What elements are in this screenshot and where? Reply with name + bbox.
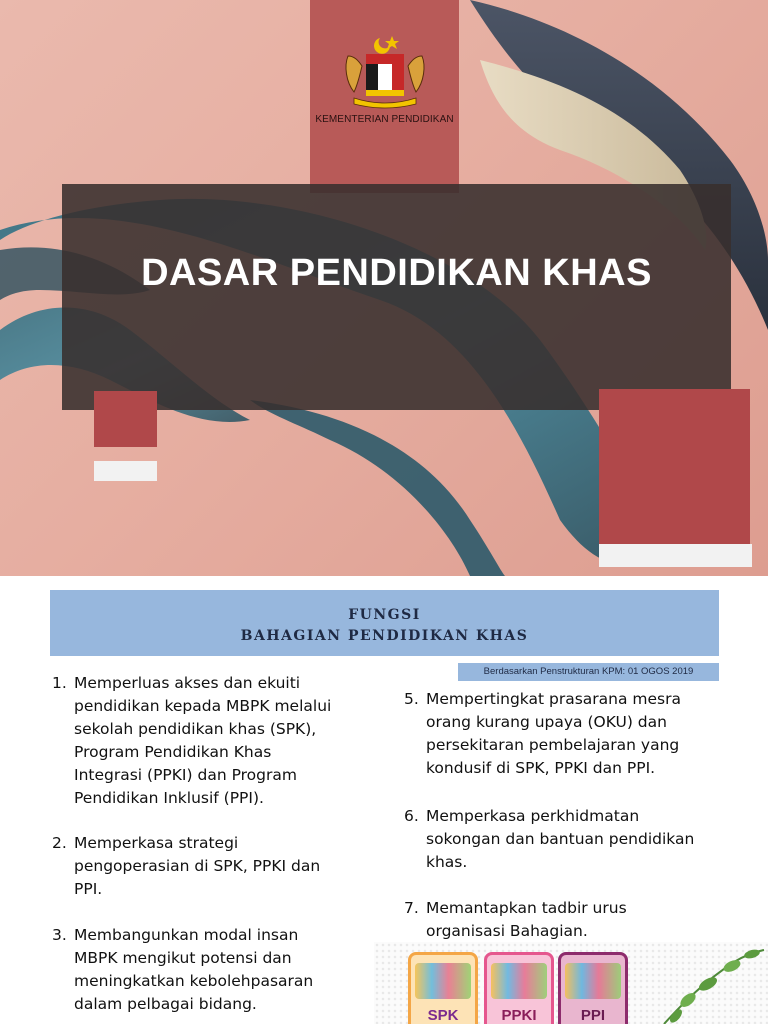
restructure-note: Berdasarkan Penstrukturan KPM: 01 OGOS 2019	[458, 663, 719, 681]
decorative-square-right	[599, 389, 750, 544]
list-item-number: 1.	[52, 674, 67, 692]
list-item-number: 5.	[404, 690, 419, 708]
program-card-ppi	[558, 952, 628, 1024]
program-cards-image	[374, 942, 768, 1024]
list-item-text: Memperkasa perkhidmatan sokongan dan bantuan pendidikan khas.	[426, 807, 695, 871]
decorative-square-left	[94, 391, 157, 447]
list-item-text: Membangunkan modal insan MBPK mengikut potensi dan meningkatkan kebolehpasaran dalam pelbagai bidang.	[74, 926, 314, 1013]
vine-leaves-icon	[654, 942, 768, 1024]
list-item-text: Memantapkan tadbir urus organisasi Bahagian.	[426, 899, 627, 940]
list-item	[52, 832, 372, 901]
list-item-text: Memperkasa strategi pengoperasian di SPK, PPKI dan PPI.	[74, 834, 321, 898]
list-item-number: 7.	[404, 899, 419, 917]
program-card-spk	[408, 952, 478, 1024]
ministry-name: KEMENTERIAN PENDIDIKAN	[315, 114, 454, 125]
program-label: SPK	[427, 1007, 459, 1024]
children-illustration-icon	[415, 963, 471, 999]
section-heading	[50, 590, 719, 656]
list-item-text: Mempertingkat prasarana mesra orang kurang upaya (OKU) dan persekitaran pembelajaran yang kondusif di SPK, PPKI dan PPI.	[426, 690, 681, 777]
heading-fungsi: FUNGSI	[348, 607, 421, 623]
list-item-number: 6.	[404, 807, 419, 825]
document-title: DASAR PENDIDIKAN KHAS	[141, 252, 652, 294]
list-item-number: 3.	[52, 926, 67, 944]
list-item	[404, 688, 754, 780]
list-item	[52, 924, 372, 1016]
decorative-bar-left	[94, 461, 157, 481]
list-item	[404, 805, 754, 874]
list-item	[404, 897, 754, 943]
decorative-bar-right	[599, 544, 752, 567]
list-item	[52, 672, 372, 810]
program-card-ppki	[484, 952, 554, 1024]
heading-division: BAHAGIAN PENDIDIKAN KHAS	[240, 628, 529, 644]
title-panel	[62, 184, 731, 410]
coat-of-arms-icon	[340, 32, 430, 110]
children-illustration-icon	[565, 963, 621, 999]
logo-block	[310, 0, 459, 193]
children-illustration-icon	[491, 963, 547, 999]
list-item-number: 2.	[52, 834, 67, 852]
program-label: PPI	[580, 1007, 606, 1024]
list-item-text: Memperluas akses dan ekuiti pendidikan kepada MBPK melalui sekolah pendidikan khas (SPK), Program Pendidikan Khas Integrasi (PPKI) dan Program Pendidikan Inklusif (PPI).	[74, 674, 332, 807]
program-label: PPKI	[501, 1007, 537, 1024]
